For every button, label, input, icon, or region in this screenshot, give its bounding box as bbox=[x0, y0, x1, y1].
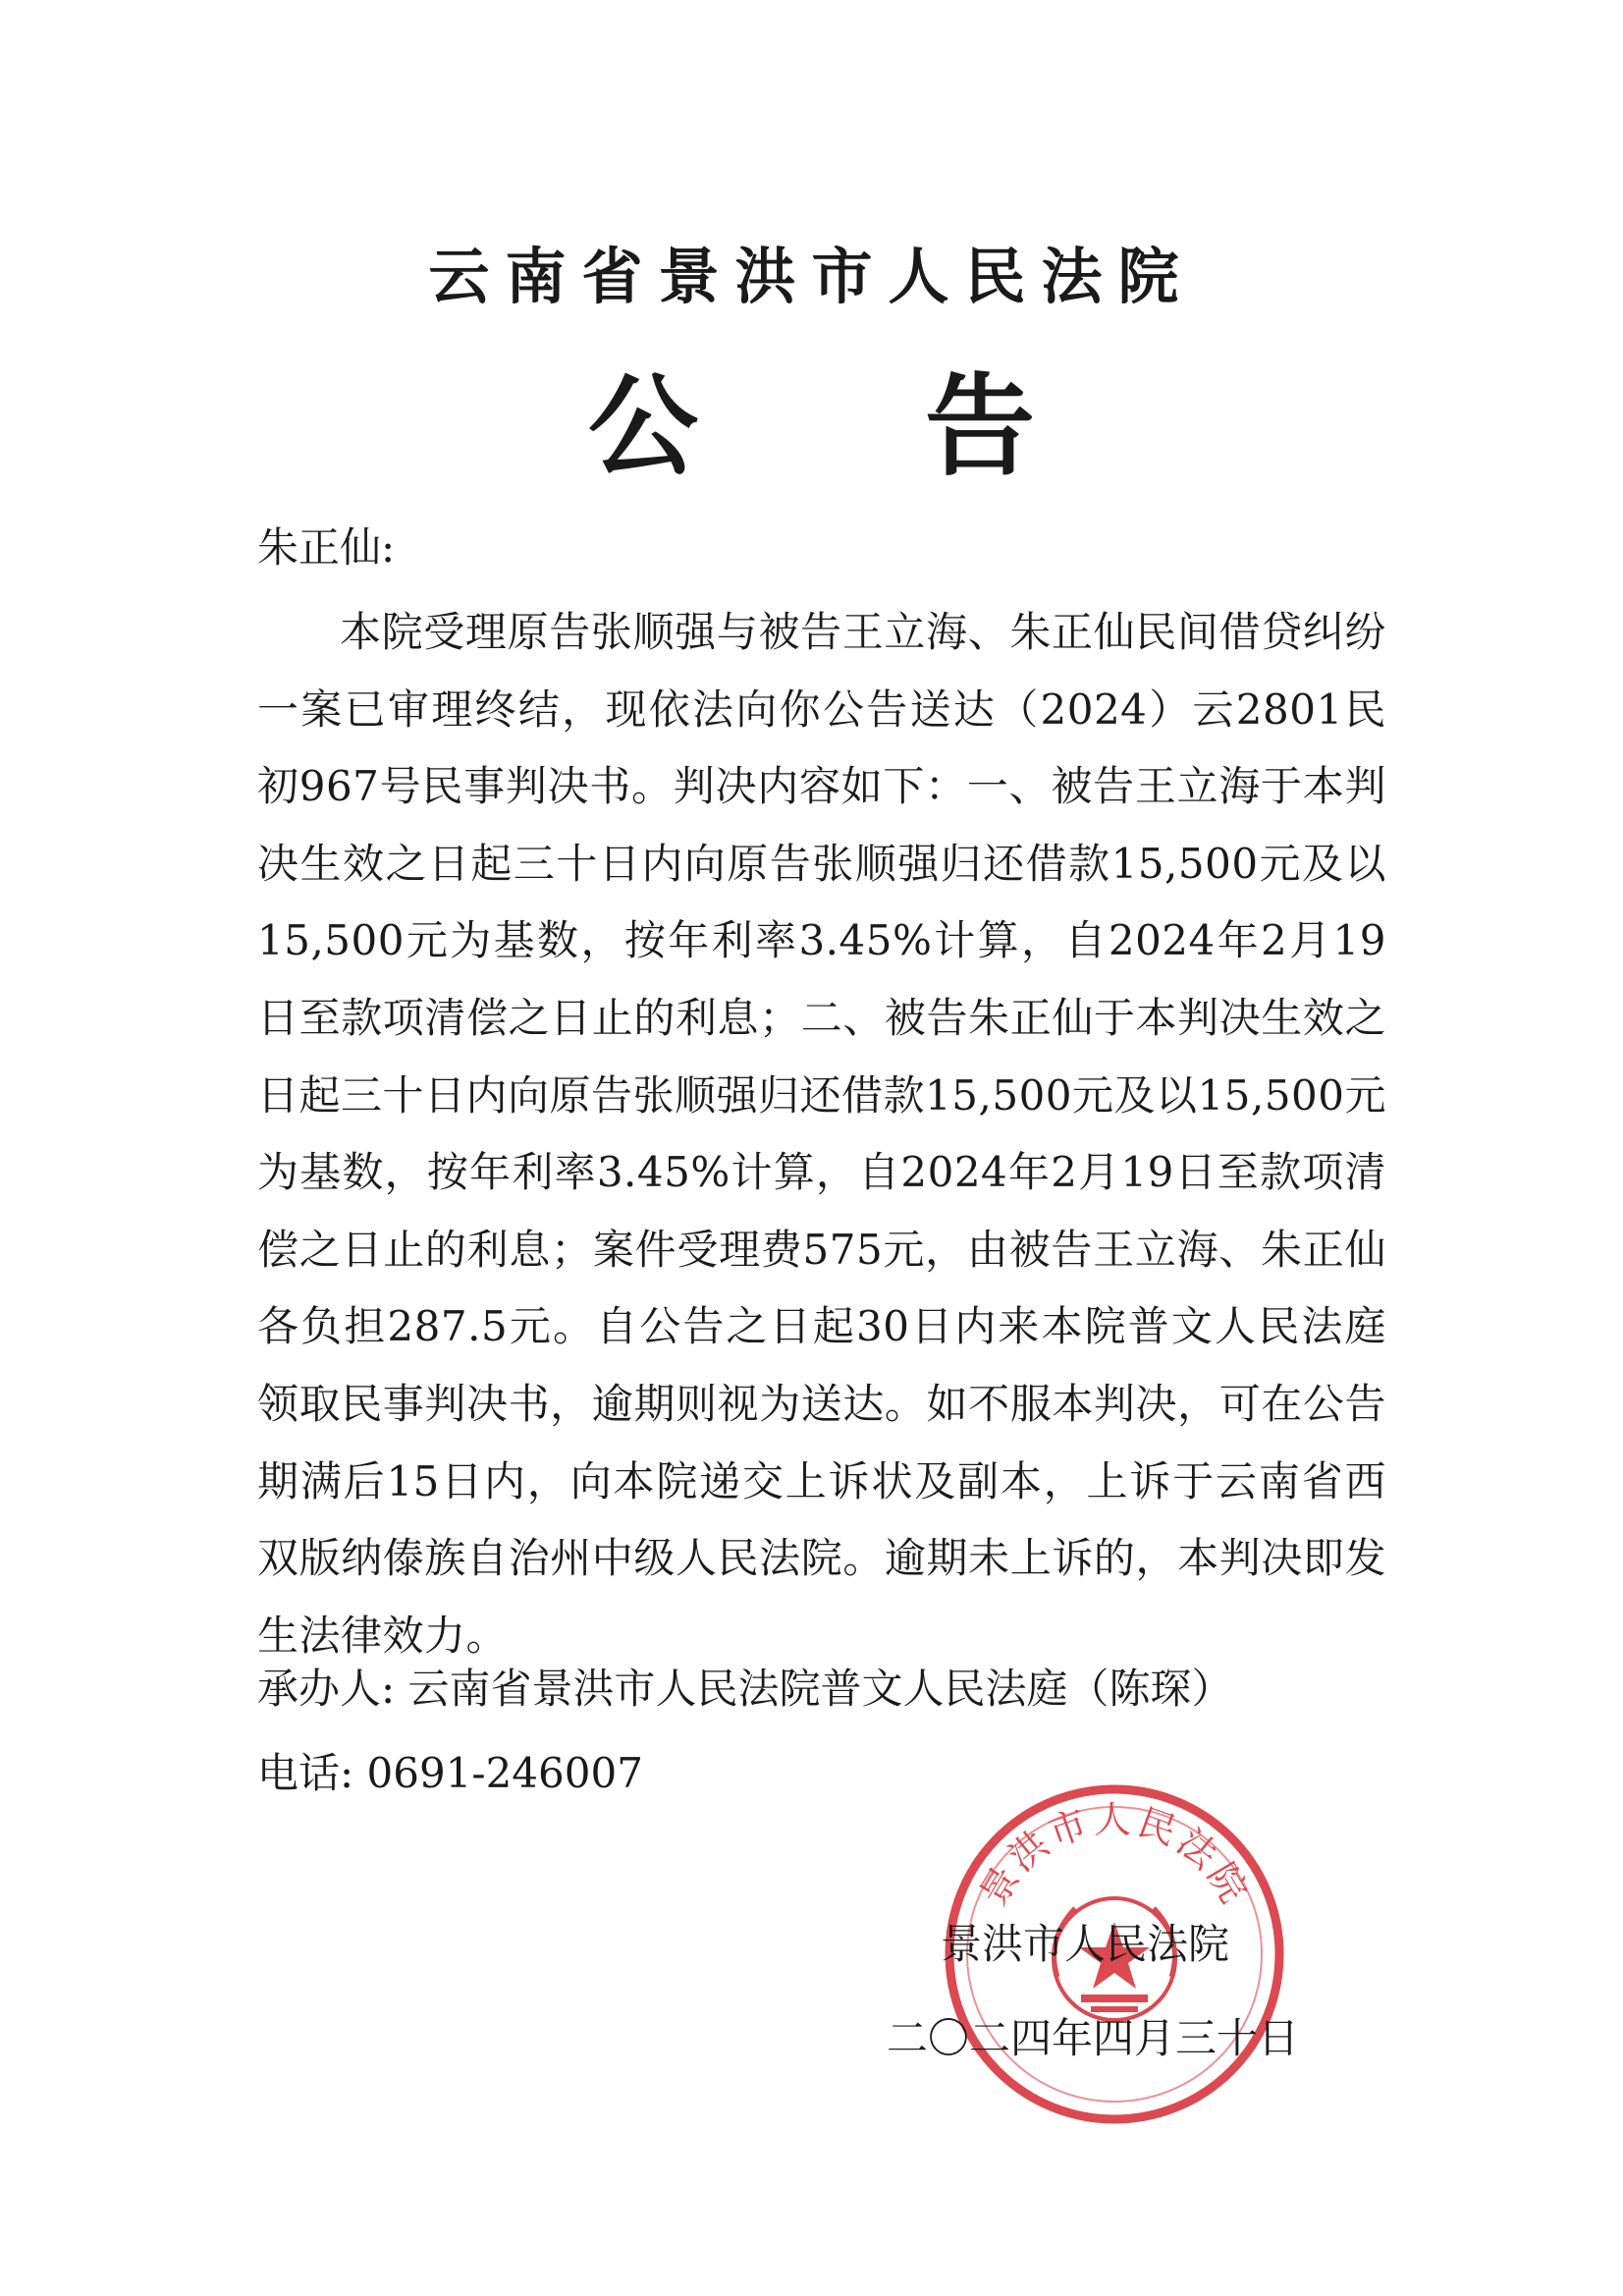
notice-body: 本院受理原告张顺强与被告王立海、朱正仙民间借贷纠纷一案已审理终结，现依法向你公告送达（2024）云2801民初967号民事判决书。判决内容如下：一、被告王立海于本判决生效之日起三十日内向原告张顺强归还借款15,500元及以15,500元为基数，按年利率3.45%计算，自2024年2月19日至款项清偿之日止的利息；二、被告朱正仙于本判决生效之日起三十日内向原告张顺强归还借款15,500元及以15,500元为基数，按年利率3.45%计算，自2024年2月19日至款项清偿之日止的利息；案件受理费575元，由被告王立海、朱正仙各负担287.5元。自公告之日起30日内来本院普文人民法庭领取民事判决书，逾期则视为送达。如不服本判决，可在公告期满后15日内，向本院递交上诉状及副本，上诉于云南省西双版纳傣族自治州中级人民法院。逾期未上诉的，本判决即发生法律效力。 bbox=[257, 608, 1386, 1660]
addressee: 朱正仙: bbox=[257, 523, 396, 572]
court-name-heading: 云南省景洪市人民法院 bbox=[428, 241, 1195, 312]
notice-title: 公 告 bbox=[588, 362, 1129, 491]
handler-line: 承办人: 云南省景洪市人民法院普文人民法庭（陈琛） bbox=[257, 1665, 1233, 1713]
signature-court: 景洪市人民法院 bbox=[941, 1920, 1230, 1968]
svg-text:景洪市人民法院 bbox=[971, 1798, 1257, 1913]
phone-line: 电话: 0691-246007 bbox=[257, 1749, 643, 1797]
signature-date: 二〇二四年四月三十日 bbox=[887, 2014, 1300, 2062]
seal-text: 景洪市人民法院 bbox=[971, 1798, 1258, 1914]
